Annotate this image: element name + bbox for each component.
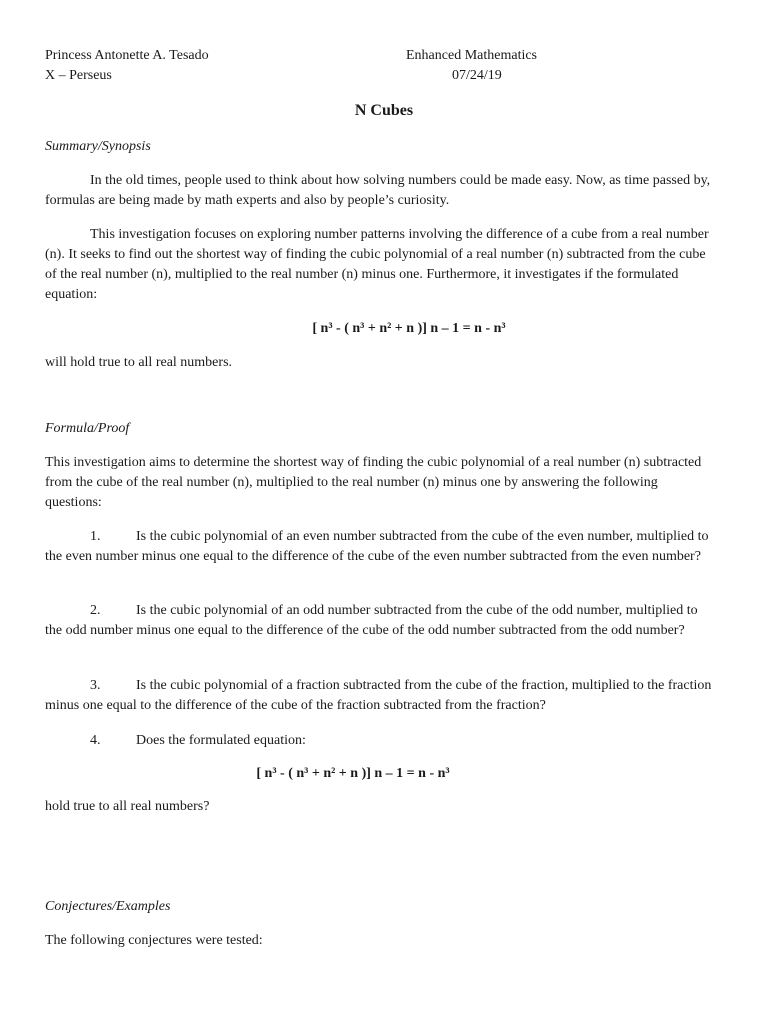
question-2-number: 2.: [90, 603, 101, 618]
summary-equation: [ n³ - ( n³ + n² + n )] n – 1 = n - n³: [312, 321, 506, 336]
question-1-number: 1.: [90, 529, 101, 544]
summary-paragraph-3: will hold true to all real numbers.: [45, 355, 233, 370]
question-2-text: Is the cubic polynomial of an odd number subtracted from the cube of the odd number, multiplied to the odd number minus one equal to the difference of the cube of the odd number subtracted from the odd number?: [45, 603, 698, 638]
question-3-number: 3.: [90, 678, 101, 693]
formula-heading: Formula/Proof: [45, 421, 130, 436]
summary-paragraph-1: In the old times, people used to think about how solving numbers could be made easy. Now, as time passed by, formulas are being made by math experts and also by people’s curiosity.: [45, 173, 711, 208]
question-1: [45, 527, 717, 567]
summary-heading: Summary/Synopsis: [45, 139, 151, 154]
conjectures-heading: Conjectures/Examples: [45, 899, 171, 914]
formula-intro: This investigation aims to determine the shortest way of finding the cubic polynomial of a real number (n) subtracted from the cube of the real number (n), multiplied to the real number (n) minus one by answering the following questions:: [45, 455, 702, 510]
page-title: N Cubes: [354, 102, 414, 119]
question-2: [45, 601, 717, 641]
class-section: X – Perseus: [45, 68, 112, 83]
question-3-text: Is the cubic polynomial of a fraction subtracted from the cube of the fraction, multiplied to the fraction minus one equal to the difference of the cube of the fraction subtracted from the fraction?: [45, 678, 712, 713]
conjectures-intro: The following conjectures were tested:: [45, 933, 263, 948]
subject: Enhanced Mathematics: [406, 48, 538, 63]
question-3: [45, 676, 717, 716]
summary-paragraph-2: This investigation focuses on exploring number patterns involving the difference of a cube from a real number (n). It seeks to find out the shortest way of finding the cubic polynomial of a real number (n) subtracted from the cube of the real number (n), multiplied to the real number (n) minus one. Furthermore, it investigates if the formulated equation:: [45, 227, 709, 302]
question-4: [45, 731, 717, 751]
question-4-text: Does the formulated equation:: [136, 733, 306, 748]
question-4-number: 4.: [90, 733, 101, 748]
author-name: Princess Antonette A. Tesado: [45, 48, 209, 63]
formula-equation: [ n³ - ( n³ + n² + n )] n – 1 = n - n³: [256, 766, 450, 781]
question-1-text: Is the cubic polynomial of an even number subtracted from the cube of the even number, multiplied to the even number minus one equal to the difference of the cube of the even number subtracted from the even number?: [45, 529, 709, 564]
formula-closing: hold true to all real numbers?: [45, 799, 210, 814]
date: 07/24/19: [452, 68, 502, 83]
